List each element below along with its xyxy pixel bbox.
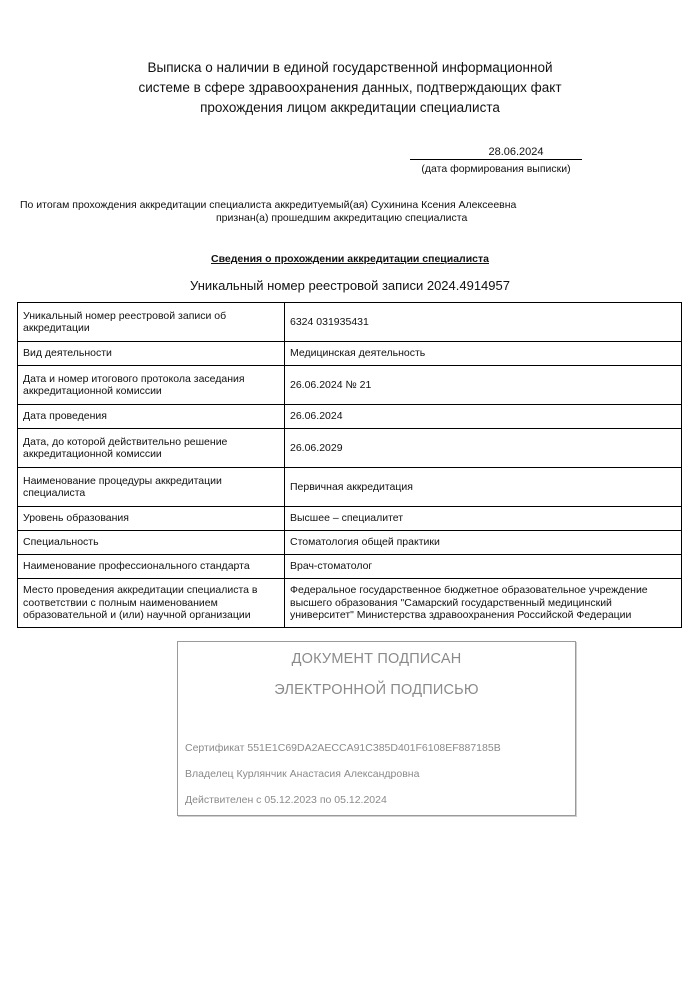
row-label: Вид деятельности bbox=[18, 342, 285, 366]
intro-line-2: признан(а) прошедшим аккредитацию специалиста bbox=[216, 212, 468, 224]
electronic-signature-stamp bbox=[177, 641, 576, 816]
row-value: 26.06.2024 bbox=[285, 405, 682, 429]
table-row bbox=[18, 342, 682, 366]
row-value: 6324 031935431 bbox=[285, 303, 682, 342]
row-value: Первичная аккредитация bbox=[285, 468, 682, 507]
table-row bbox=[18, 579, 682, 628]
row-label: Наименование профессионального стандарта bbox=[18, 555, 285, 579]
intro-text bbox=[20, 199, 680, 225]
row-label: Специальность bbox=[18, 531, 285, 555]
row-label: Дата, до которой действительно решение аккредитационной комиссии bbox=[18, 429, 285, 468]
stamp-certificate: Сертификат 551E1C69DA2AECCA91C385D401F6108EF887185B bbox=[185, 742, 501, 754]
section-heading: Сведения о прохождении аккредитации специалиста bbox=[211, 253, 489, 265]
title-line-1: Выписка о наличии в единой государственной информационной bbox=[147, 60, 553, 75]
formation-date-block bbox=[410, 146, 582, 175]
table-row bbox=[18, 468, 682, 507]
stamp-heading-line-2: ЭЛЕКТРОННОЙ ПОДПИСЬЮ bbox=[274, 682, 479, 698]
table-row bbox=[18, 366, 682, 405]
row-label: Место проведения аккредитации специалиста в соответствии с полным наименованием образовательной и (или) научной организации bbox=[18, 579, 285, 628]
row-label: Наименование процедуры аккредитации специалиста bbox=[18, 468, 285, 507]
table-row bbox=[18, 429, 682, 468]
table-row bbox=[18, 303, 682, 342]
row-label: Уникальный номер реестровой записи об аккредитации bbox=[18, 303, 285, 342]
table-row bbox=[18, 405, 682, 429]
row-value: 26.06.2024 № 21 bbox=[285, 366, 682, 405]
row-value: Высшее – специалитет bbox=[285, 507, 682, 531]
formation-date-caption: (дата формирования выписки) bbox=[421, 163, 571, 175]
stamp-validity: Действителен с 05.12.2023 по 05.12.2024 bbox=[185, 794, 387, 806]
row-value: Федеральное государственное бюджетное образовательное учреждение высшего образования "Самарский государственный медицинский университет" Министерства здравоохранения Российской Федерации bbox=[285, 579, 682, 628]
accreditation-table bbox=[17, 302, 682, 628]
row-value: Медицинская деятельность bbox=[285, 342, 682, 366]
row-label: Дата проведения bbox=[18, 405, 285, 429]
row-label: Дата и номер итогового протокола заседания аккредитационной комиссии bbox=[18, 366, 285, 405]
registry-number-line: Уникальный номер реестровой записи 2024.4914957 bbox=[190, 278, 510, 293]
table-row bbox=[18, 507, 682, 531]
row-value: Врач-стоматолог bbox=[285, 555, 682, 579]
formation-date: 28.06.2024 bbox=[410, 146, 582, 160]
table-row bbox=[18, 531, 682, 555]
row-value: 26.06.2029 bbox=[285, 429, 682, 468]
title-line-2: системе в сфере здравоохранения данных, подтверждающих факт bbox=[138, 80, 562, 95]
row-value: Стоматология общей практики bbox=[285, 531, 682, 555]
row-label: Уровень образования bbox=[18, 507, 285, 531]
table-row bbox=[18, 555, 682, 579]
intro-line-1: По итогам прохождения аккредитации специалиста аккредитуемый(ая) Сухинина Ксения Алексеевна bbox=[20, 199, 517, 211]
stamp-heading-line-1: ДОКУМЕНТ ПОДПИСАН bbox=[291, 651, 462, 667]
document-title bbox=[100, 58, 600, 118]
stamp-owner: Владелец Курлянчик Анастасия Александровна bbox=[185, 768, 420, 780]
title-line-3: прохождения лицом аккредитации специалиста bbox=[200, 100, 500, 115]
